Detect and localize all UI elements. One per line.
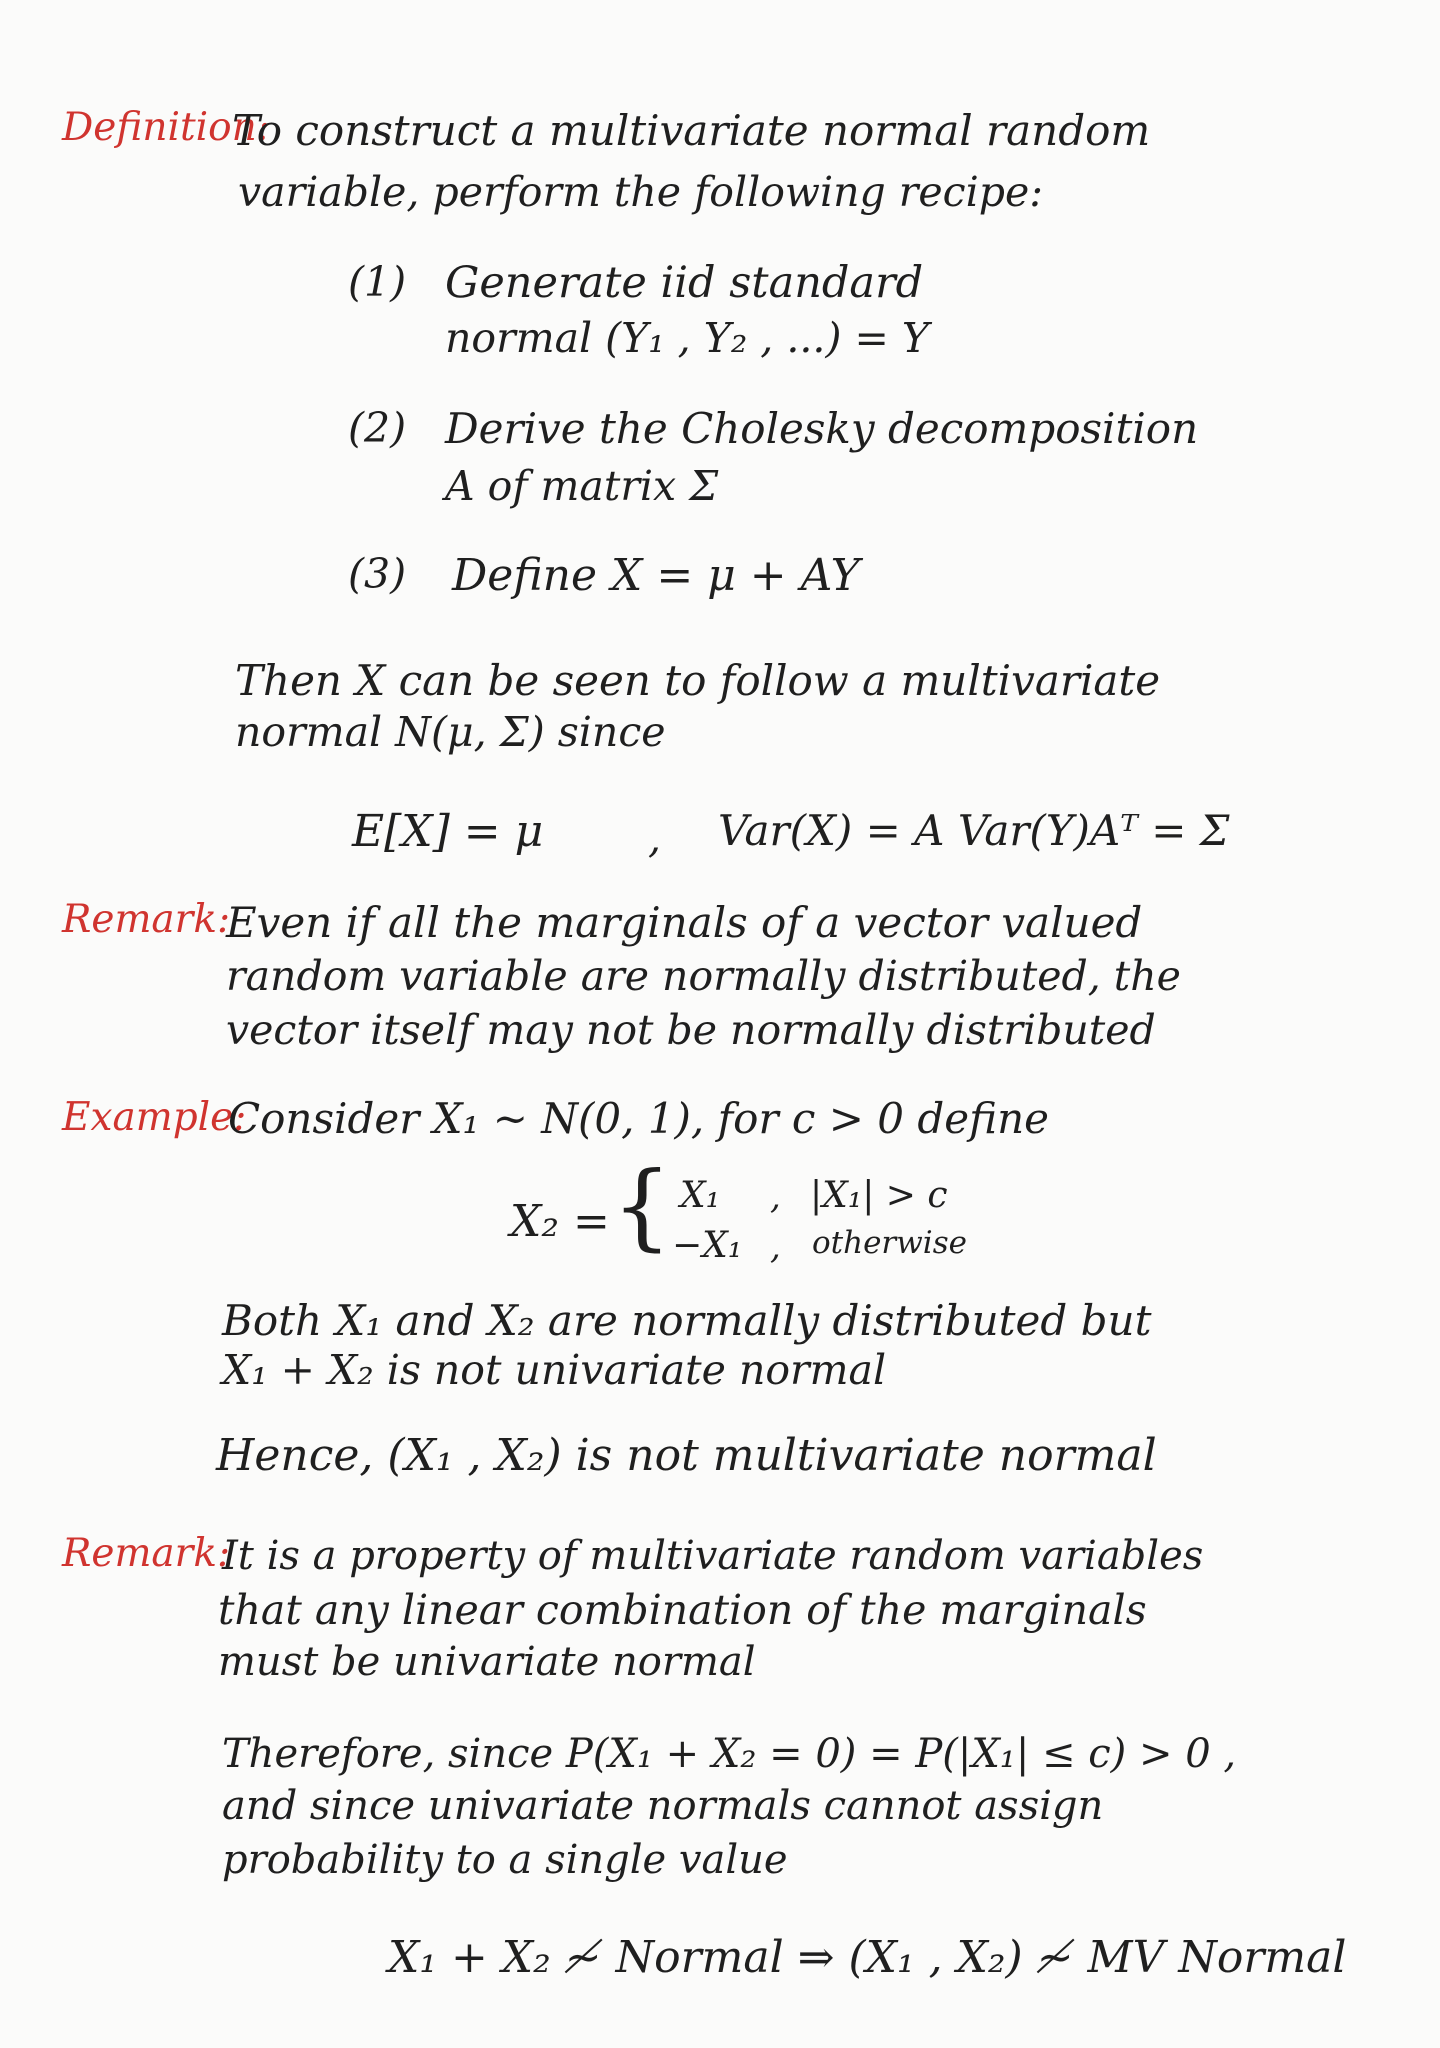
left-brace-icon: { [612,1152,672,1261]
case-2-value: −X₁ [672,1225,743,1266]
x2-definition-lhs: X₂ = [510,1196,610,1247]
definition-line-1: To construct a multivariate normal random [232,106,1151,155]
step-2-line-1: Derive the Cholesky decomposition [445,404,1199,453]
remark-1-line-1: Even if all the marginals of a vector valued [226,898,1143,947]
remark-2-line-2: that any linear combination of the marginals [218,1586,1147,1634]
step-2-line-2: A of matrix Σ [445,462,719,510]
case-1-value: X₁ [680,1175,721,1216]
equation-mean: E[X] = μ [352,806,544,857]
therefore-line-3: probability to a single value [222,1837,788,1883]
conclusion: X₁ + X₂ ≁ Normal ⇒ (X₁ , X₂) ≁ MV Normal [388,1932,1347,1983]
remark-1-label: Remark: [62,897,231,942]
both-line-2: X₁ + X₂ is not univariate normal [222,1346,887,1394]
definition-line-2: variable, perform the following recipe: [238,168,1044,216]
step-1-line-2: normal (Y₁ , Y₂ , ...) = Y [445,314,929,362]
then-line-2: normal N(μ, Σ) since [235,708,666,756]
case-2-separator: , [770,1227,781,1267]
case-2-condition: otherwise [812,1225,967,1261]
equation-separator: , [648,814,662,862]
example-line-1: Consider X₁ ~ N(0, 1), for c > 0 define [228,1094,1050,1143]
hence-statement: Hence, (X₁ , X₂) is not multivariate normal [216,1430,1157,1481]
step-1-line-1: Generate iid standard [445,258,924,308]
remark-2-label: Remark: [62,1531,231,1576]
step-3-number: (3) [348,550,407,598]
case-1-separator: , [770,1177,781,1217]
both-line-1: Both X₁ and X₂ are normally distributed but [222,1296,1152,1345]
example-label: Example: [62,1095,247,1140]
remark-1-line-3: vector itself may not be normally distributed [226,1006,1156,1054]
definition-label: Definition: [62,105,270,150]
remark-1-line-2: random variable are normally distributed, the [226,952,1181,1000]
step-1-number: (1) [348,258,407,306]
remark-2-line-3: must be univariate normal [218,1639,756,1685]
step-3-line-1: Define X = μ + AY [452,550,860,601]
then-line-1: Then X can be seen to follow a multivariate [235,656,1161,705]
equation-variance: Var(X) = A Var(Y)Aᵀ = Σ [718,806,1230,855]
case-1-condition: |X₁| > c [810,1175,948,1216]
step-2-number: (2) [348,404,407,452]
remark-2-line-1: It is a property of multivariate random variables [222,1533,1204,1579]
therefore-line-2: and since univariate normals cannot assign [222,1783,1104,1829]
therefore-line-1: Therefore, since P(X₁ + X₂ = 0) = P(|X₁| ≤ c) > 0 , [222,1731,1237,1777]
